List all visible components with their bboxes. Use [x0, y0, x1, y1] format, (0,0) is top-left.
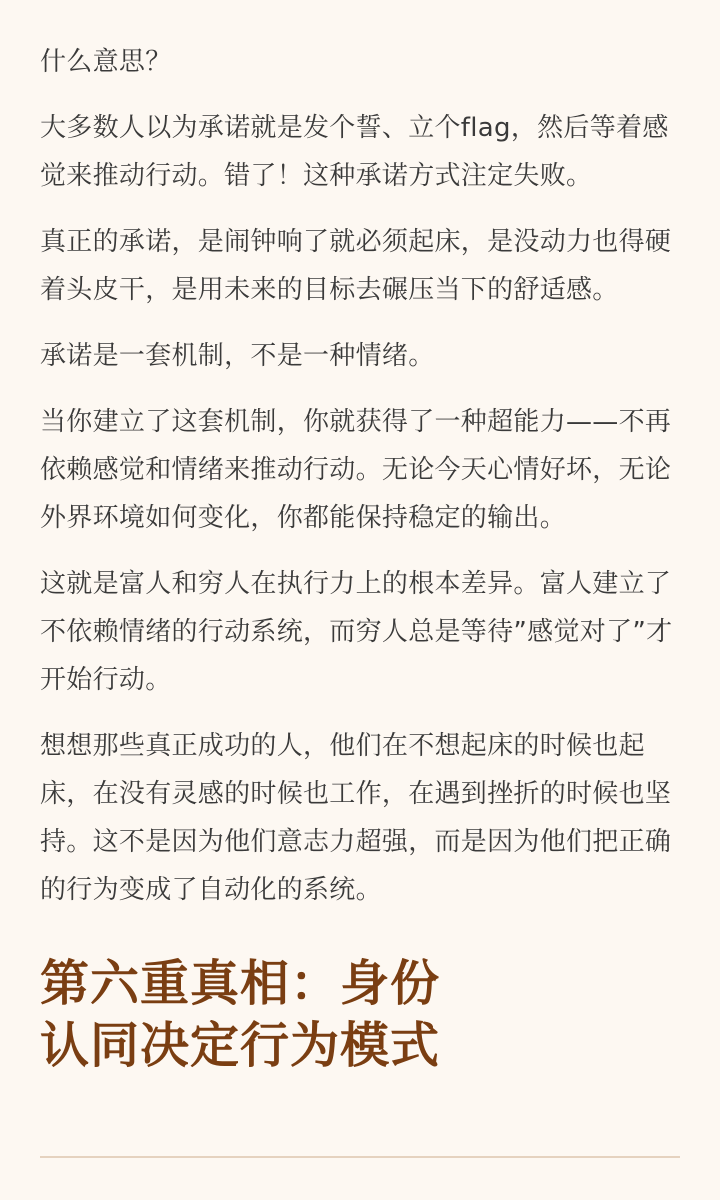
paragraph-question: 什么意思？: [40, 47, 172, 77]
section-heading-line-2: 认同决定行为模式: [40, 1017, 441, 1074]
paragraph-true-commitment: 真正的承诺，是闹钟响了就必须起床，是没动力也得硬着头皮干，是用未来的目标去碾压当下的舒适感。: [40, 227, 672, 305]
section-heading-line-1: 第六重真相：身份: [40, 955, 441, 1012]
paragraph-rich-vs-poor: 这就是富人和穷人在执行力上的根本差异。富人建立了不依赖情绪的行动系统，而穷人总是等待”感觉对了”才开始行动。: [40, 569, 673, 695]
article-body: [40, 38, 686, 932]
paragraph-successful-people: 想想那些真正成功的人，他们在不想起床的时候也起床，在没有灵感的时候也工作，在遇到挫折的时候也坚持。这不是因为他们意志力超强，而是因为他们把正确的行为变成了自动化的系统。: [40, 731, 672, 905]
paragraph-mechanism: 承诺是一套机制，不是一种情绪。: [40, 341, 435, 371]
section-heading: [40, 953, 680, 1077]
section-divider: [40, 1156, 680, 1158]
paragraph-superpower: 当你建立了这套机制，你就获得了一种超能力——不再依赖感觉和情绪来推动行动。无论今天心情好坏，无论外界环境如何变化，你都能保持稳定的输出。: [40, 407, 672, 533]
paragraph-common-misconception: 大多数人以为承诺就是发个誓、立个flag，然后等着感觉来推动行动。错了！这种承诺方式注定失败。: [40, 113, 669, 191]
